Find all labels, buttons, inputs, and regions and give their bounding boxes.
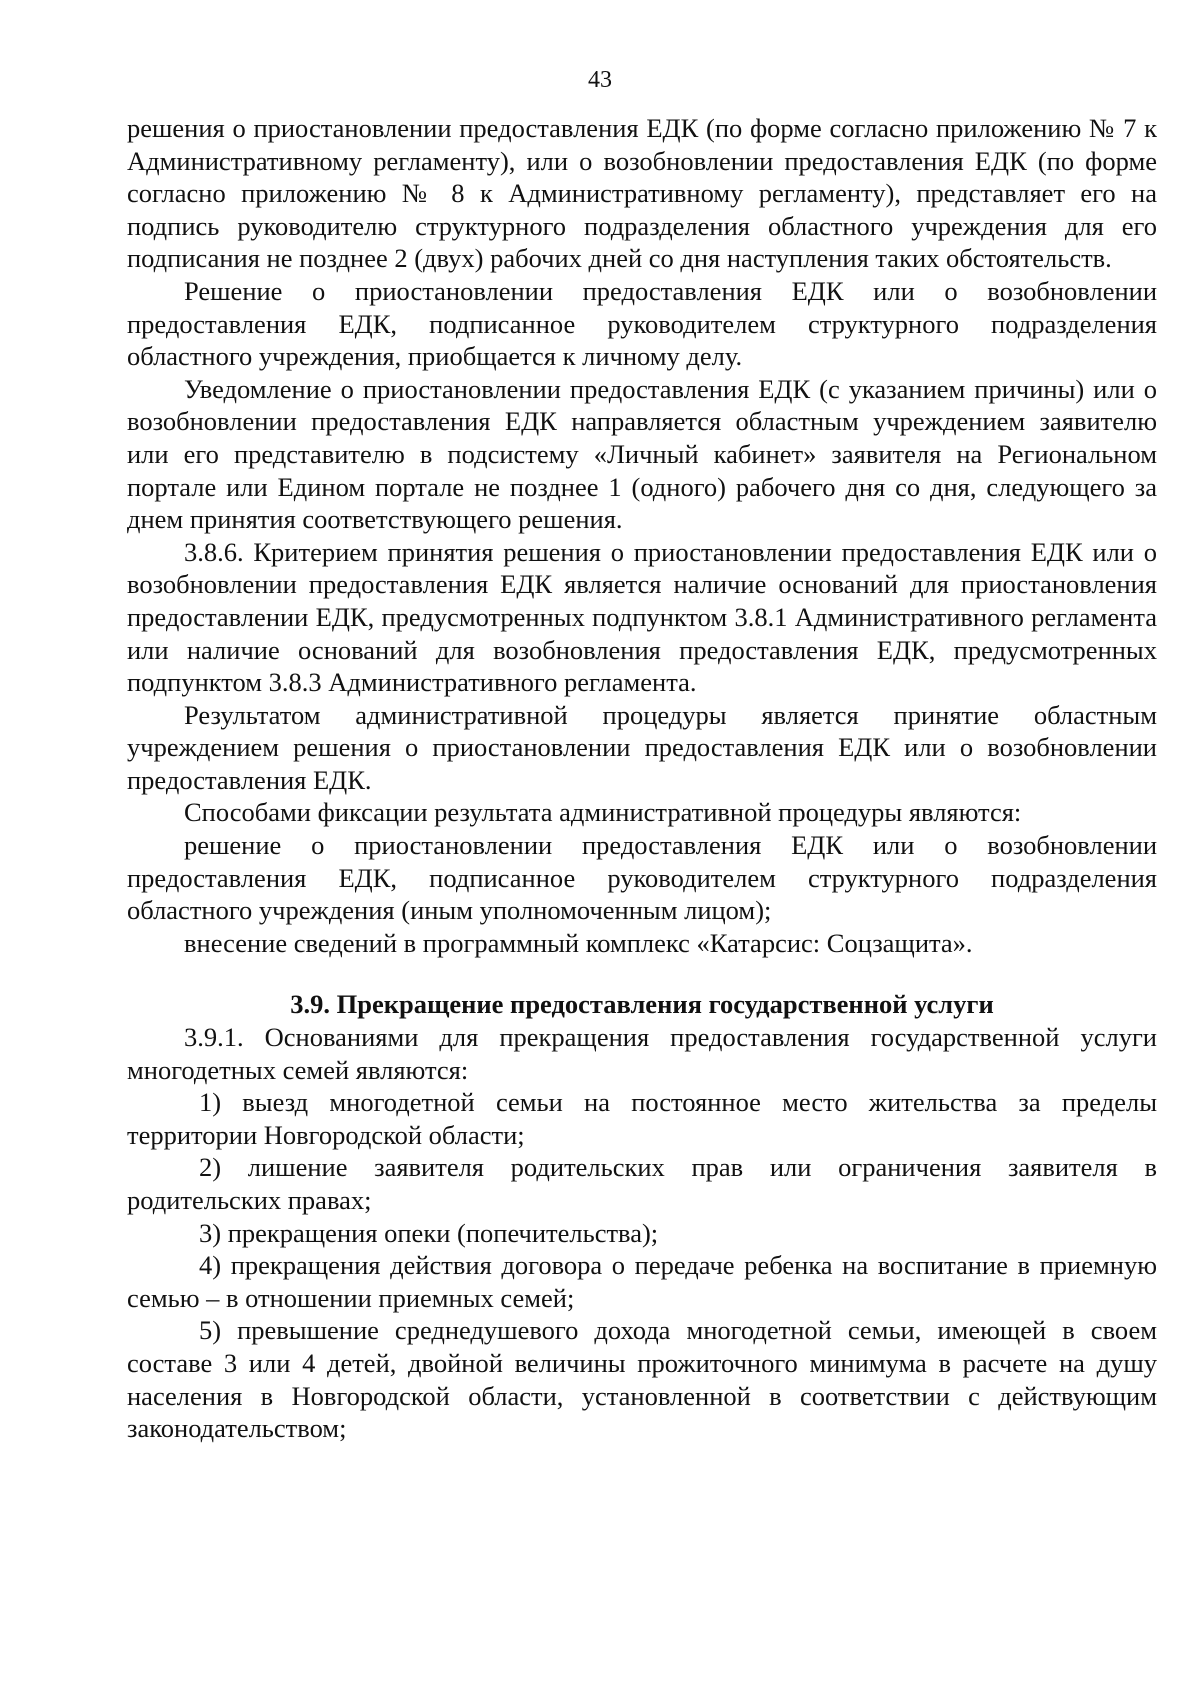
- list-item: 1) выезд многодетной семьи на постоянное место жительства за пределы территории Новгородской области;: [127, 1087, 1157, 1150]
- document-body: [127, 112, 1157, 1445]
- paragraph: решение о приостановлении предоставления ЕДК или о возобновлении предоставления ЕДК, подписанное руководителем структурного подразделения областного учреждения (иным уполномоченным лицом);: [127, 830, 1157, 926]
- paragraph-3-9-1: 3.9.1. Основаниями для прекращения предоставления государственной услуги многодетных семей являются:: [127, 1022, 1157, 1085]
- paragraph: Решение о приостановлении предоставления ЕДК или о возобновлении предоставления ЕДК, подписанное руководителем структурного подразделения областного учреждения, приобщается к личному делу.: [127, 275, 1157, 372]
- list-item: 2) лишение заявителя родительских прав или ограничения заявителя в родительских правах;: [127, 1152, 1157, 1215]
- list-item: 5) превышение среднедушевого дохода многодетной семьи, имеющей в своем составе 3 или 4 детей, двойной величины прожиточного минимума в расчете на душу населения в Новгородской области, установленной в соответствии с действующим законодательством;: [127, 1315, 1157, 1444]
- paragraph: Способами фиксации результата административной процедуры являются:: [184, 797, 1022, 828]
- paragraph: Результатом административной процедуры является принятие областным учреждением решения о приостановлении предоставления ЕДК или о возобновлении предоставления ЕДК.: [127, 699, 1157, 795]
- paragraph: Уведомление о приостановлении предоставления ЕДК (с указанием причины) или о возобновлении предоставления ЕДК направляется областным учреждением заявителю или его представителю в подсистему «Личный кабинет» заявителя на Региональном портале или Едином портале не позднее 1 (одного) рабочего дня со дня, следующего за днем принятия соответствующего решения.: [127, 373, 1157, 535]
- page-number: 43: [588, 67, 612, 93]
- paragraph-continuation: решения о приостановлении предоставления ЕДК (по форме согласно приложению № 7 к Административному регламенту), или о возобновлении предоставления ЕДК (по форме согласно приложению № 8 к Административному регламенту), представляет его на подпись руководителю структурного подразделения областного учреждения для его подписания не позднее 2 (двух) рабочих дней со дня наступления таких обстоятельств.: [127, 113, 1157, 274]
- section-heading: 3.9. Прекращение предоставления государственной услуги: [290, 989, 994, 1020]
- paragraph-3-8-6: 3.8.6. Критерием принятия решения о приостановлении предоставления ЕДК или о возобновлении предоставления ЕДК является наличие оснований для приостановления предоставлении ЕДК, предусмотренных подпунктом 3.8.1 Административного регламента или наличие оснований для возобновления предоставления ЕДК, предусмотренных подпунктом 3.8.3 Административного регламента.: [127, 536, 1157, 698]
- paragraph: внесение сведений в программный комплекс «Катарсис: Соцзащита».: [184, 927, 973, 958]
- list-item: 3) прекращения опеки (попечительства);: [199, 1217, 659, 1248]
- list-item: 4) прекращения действия договора о передаче ребенка на воспитание в приемную семью – в отношении приемных семей;: [127, 1250, 1157, 1313]
